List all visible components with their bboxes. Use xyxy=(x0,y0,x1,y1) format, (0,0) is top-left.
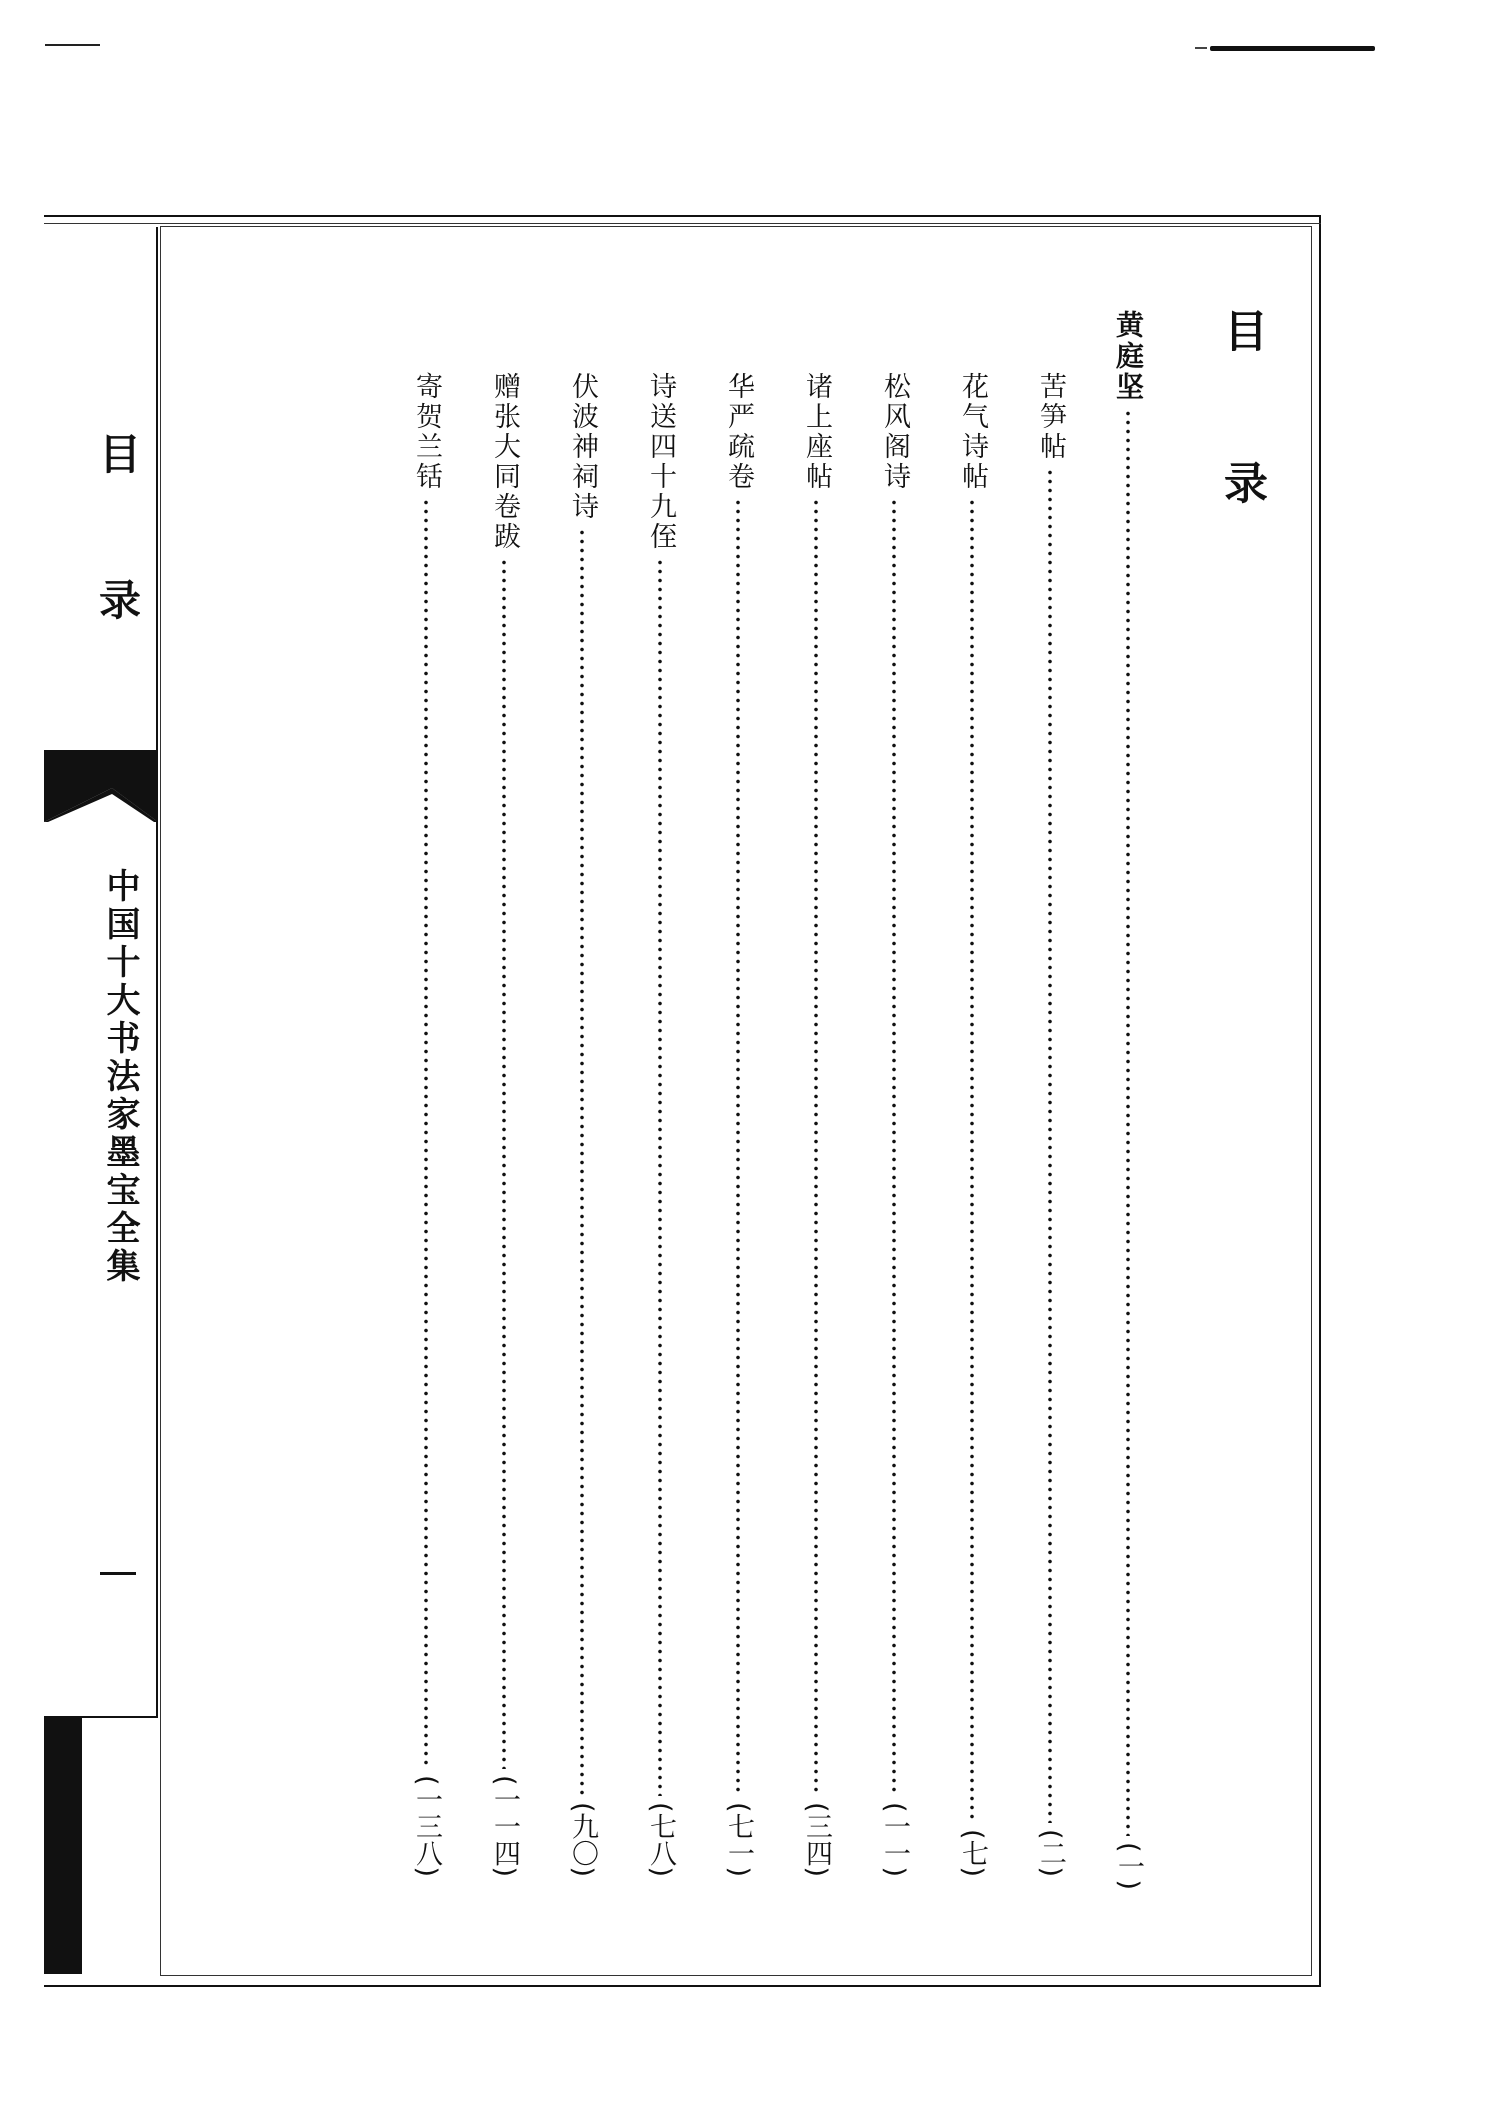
toc-entry-title: 赠张大同卷跋 xyxy=(489,372,520,552)
toc-entry-title: 诸上座帖 xyxy=(801,372,832,492)
toc-leader-dots xyxy=(892,498,896,1796)
page-title: 目录 xyxy=(1216,308,1267,612)
toc-entry[interactable] xyxy=(876,372,912,1877)
toc-entry[interactable] xyxy=(1032,372,1068,1877)
toc-leader-dots xyxy=(1048,468,1052,1823)
toc-entry-title: 伏波神祠诗 xyxy=(567,372,598,522)
toc-entry[interactable] xyxy=(486,372,522,1877)
toc-entry-title: 寄贺兰铦 xyxy=(411,372,442,492)
toc-entry[interactable] xyxy=(954,372,990,1877)
spine-chevron-ornament xyxy=(44,750,158,822)
spine-page-number-text xyxy=(96,1550,126,1594)
spine-heading-char-2: 录 xyxy=(98,576,141,625)
spine-series-title: 中国十大书法家墨宝全集 xyxy=(100,868,140,1286)
toc-author-page: (一) xyxy=(1113,1841,1144,1890)
toc-entry-page: (七一) xyxy=(723,1801,754,1877)
toc-leader-dots xyxy=(424,498,428,1769)
toc-entry-title: 华严疏卷 xyxy=(723,372,754,492)
toc-entry-page: (一一四) xyxy=(489,1774,520,1877)
spine-black-bar xyxy=(44,1716,82,1974)
toc-entry[interactable] xyxy=(720,372,756,1877)
toc-entry-page: (一三八) xyxy=(411,1774,442,1877)
top-right-rule xyxy=(1210,46,1375,51)
toc-entry-title: 花气诗帖 xyxy=(957,372,988,492)
top-right-dash xyxy=(1195,47,1207,49)
toc-leader-dots xyxy=(814,498,818,1796)
toc-leader-dots xyxy=(1126,409,1130,1836)
toc-entry-page: (一一) xyxy=(879,1801,910,1877)
toc-entry-page: (七) xyxy=(957,1828,988,1877)
toc-entry-page: (七八) xyxy=(645,1801,676,1877)
toc-entry[interactable] xyxy=(564,372,600,1877)
toc-leader-dots xyxy=(658,558,662,1796)
toc-entry-page: (三四) xyxy=(801,1801,832,1877)
toc-author-row[interactable] xyxy=(1110,310,1146,1890)
toc-entry-title: 松风阁诗 xyxy=(879,372,910,492)
toc-entry[interactable] xyxy=(798,372,834,1877)
spine-page-number xyxy=(100,1572,136,1575)
toc-leader-dots xyxy=(580,528,584,1796)
spine-divider xyxy=(156,227,158,1717)
toc-leader-dots xyxy=(502,558,506,1769)
toc-entry[interactable] xyxy=(408,372,444,1877)
toc-entry-page: (二) xyxy=(1035,1828,1066,1877)
page-frame-top-rule xyxy=(44,223,1321,224)
toc-entry-title: 苦笋帖 xyxy=(1035,372,1066,462)
toc-entry-title: 诗送四十九侄 xyxy=(645,372,676,552)
toc-author-name: 黄庭坚 xyxy=(1112,310,1145,403)
toc-leader-dots xyxy=(970,498,974,1823)
spine-heading-char-1: 目 xyxy=(98,430,141,479)
toc-entry-page: (九〇) xyxy=(567,1801,598,1877)
toc-leader-dots xyxy=(736,498,740,1796)
toc-entry[interactable] xyxy=(642,372,678,1877)
top-left-rule xyxy=(45,44,100,46)
